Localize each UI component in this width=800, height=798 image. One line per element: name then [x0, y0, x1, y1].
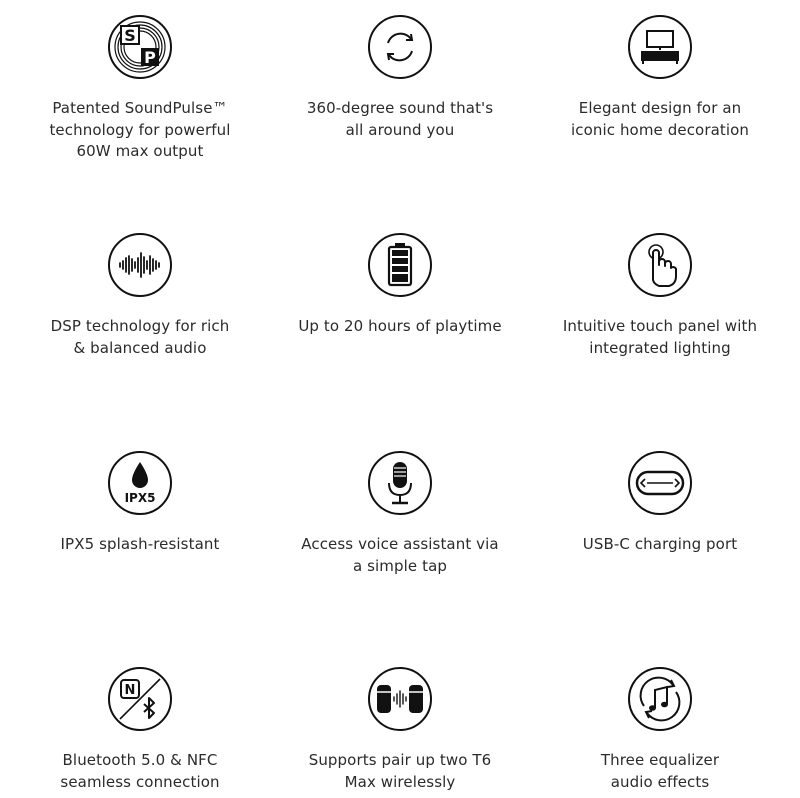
nfc-letter: N [124, 683, 136, 698]
feature-caption: Patented SoundPulse™ technology for powerful 60W max output [49, 99, 231, 160]
feature-caption: Elegant design for an iconic home decoration [570, 99, 750, 139]
ipx5-label: IPX5 [124, 491, 156, 505]
logo-letter-p: P [144, 48, 156, 67]
rotate-360-icon [367, 14, 433, 80]
water-drop-ipx5-icon [107, 450, 173, 516]
feature-caption: 360-degree sound that's all around you [306, 99, 494, 139]
paired-speakers-icon [367, 666, 433, 732]
logo-letter-s: S [124, 26, 136, 45]
feature-grid [10, 0, 790, 798]
feature-caption: Up to 20 hours of playtime [298, 317, 502, 335]
feature-caption: USB-C charging port [582, 535, 738, 553]
microphone-icon [367, 450, 433, 516]
feature-caption: Access voice assistant via a simple tap [301, 535, 499, 575]
feature-caption: Intuitive touch panel with integrated lighting [562, 317, 758, 357]
tv-cabinet-icon [627, 14, 693, 80]
feature-caption: Bluetooth 5.0 & NFC seamless connection [60, 751, 220, 791]
touch-hand-icon [627, 232, 693, 298]
feature-caption: Supports pair up two T6 Max wirelessly [308, 751, 492, 791]
feature-caption: DSP technology for rich & balanced audio [50, 317, 230, 357]
battery-icon [367, 232, 433, 298]
usb-c-port-icon [627, 450, 693, 516]
nfc-bluetooth-icon [107, 666, 173, 732]
feature-caption: Three equalizer audio effects [600, 751, 720, 791]
sound-wave-icon [107, 232, 173, 298]
music-note-refresh-icon [627, 666, 693, 732]
feature-caption: IPX5 splash-resistant [60, 535, 220, 553]
soundpulse-logo-icon [107, 14, 173, 80]
